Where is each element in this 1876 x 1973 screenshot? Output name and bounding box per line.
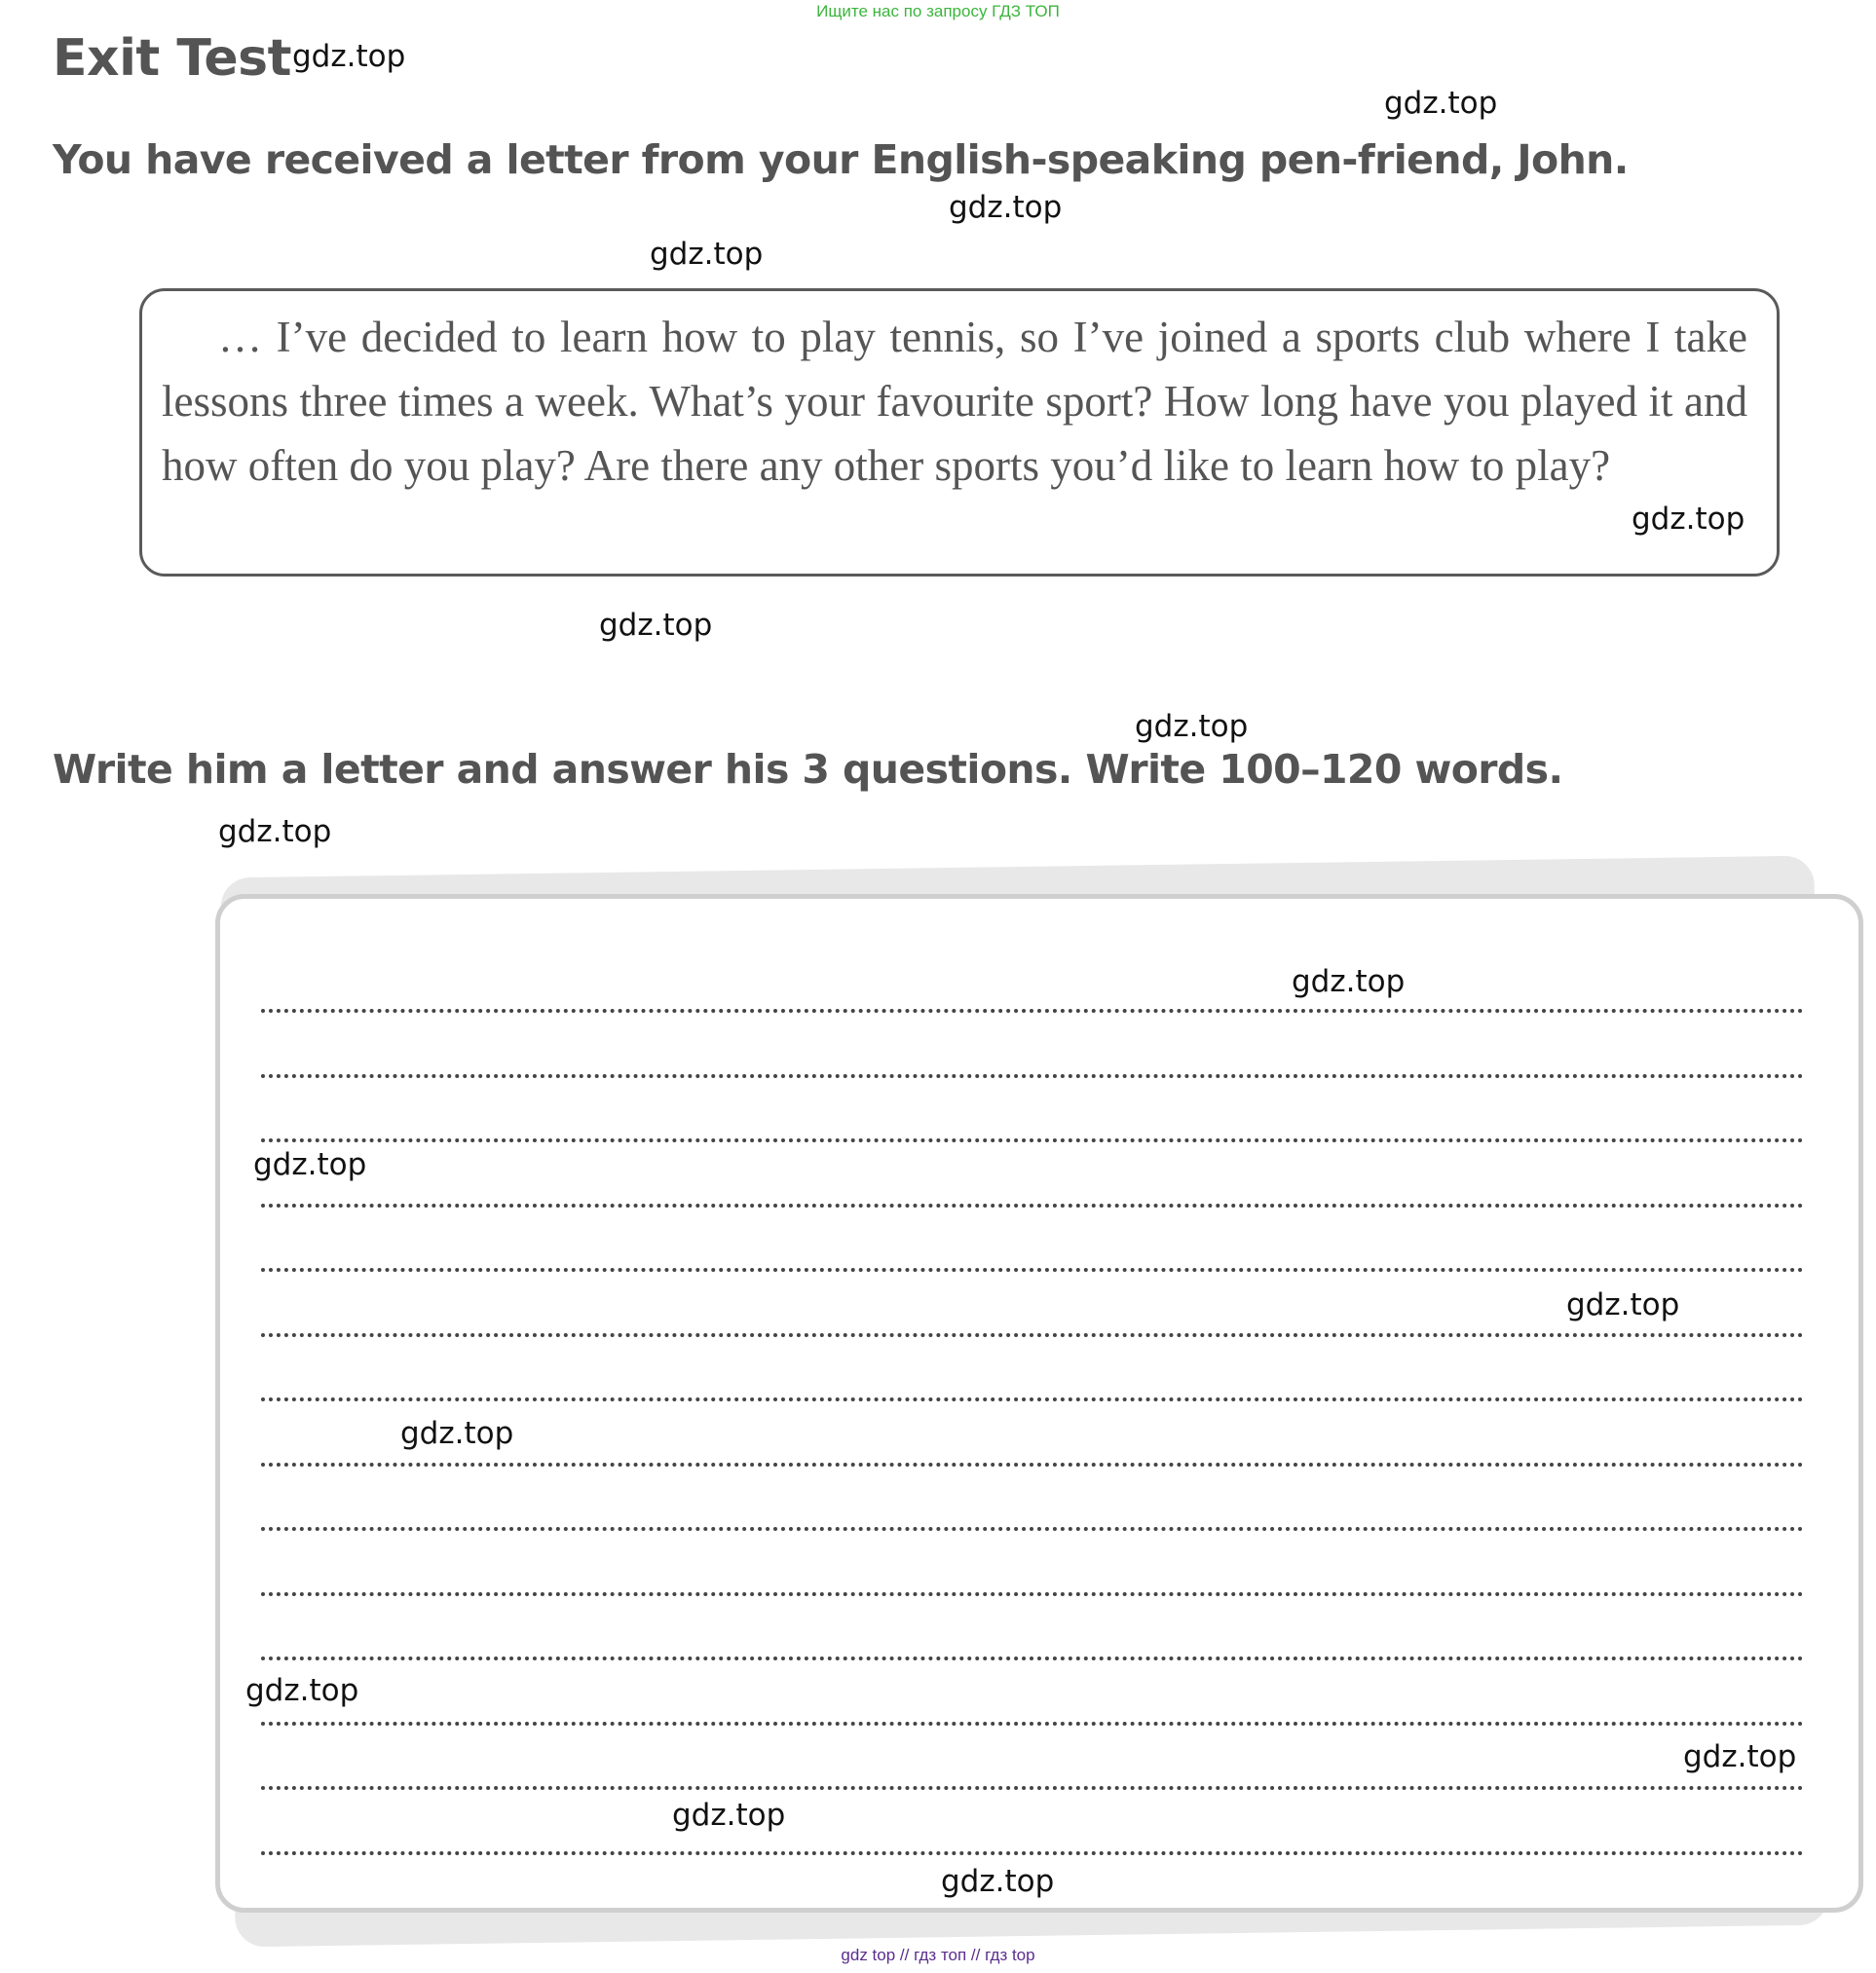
watermark: gdz.top xyxy=(253,1147,367,1182)
footer-links: gdz top // гдз топ // гдз top xyxy=(841,1946,1035,1964)
watermark: gdz.top xyxy=(218,814,332,849)
writing-line xyxy=(261,1074,1804,1078)
letter-excerpt-box xyxy=(139,288,1780,577)
letter-excerpt-text: … I’ve decided to learn how to play tennis, so I’ve joined a sports club where I take lessons three times a week. What’s your favourite sport? How long have you played it and how often do you play? Are there any other sports you’d like to learn how to play? xyxy=(162,313,1747,490)
watermark: gdz.top xyxy=(245,1673,359,1708)
watermark: gdz.top xyxy=(1384,86,1498,121)
watermark: gdz.top xyxy=(941,1864,1055,1899)
writing-line xyxy=(261,1786,1804,1790)
writing-line xyxy=(261,1851,1804,1855)
watermark: gdz.top xyxy=(292,39,406,74)
writing-line xyxy=(261,1722,1804,1726)
watermark: gdz.top xyxy=(1135,709,1249,744)
watermark: gdz.top xyxy=(1566,1287,1680,1322)
watermark: gdz.top xyxy=(599,608,713,643)
writing-line xyxy=(261,1009,1804,1013)
task-instruction-write: Write him a letter and answer his 3 questions. Write 100–120 words. xyxy=(53,746,1563,793)
watermark: gdz.top xyxy=(650,237,764,272)
watermark: gdz.top xyxy=(949,190,1063,225)
watermark: gdz.top xyxy=(400,1416,514,1451)
watermark: gdz.top xyxy=(1683,1739,1797,1774)
writing-line xyxy=(261,1268,1804,1272)
writing-line xyxy=(261,1397,1804,1401)
search-hint: Ищите нас по запросу ГДЗ ТОП xyxy=(816,2,1060,20)
watermark: gdz.top xyxy=(672,1798,786,1833)
writing-line xyxy=(261,1463,1804,1467)
writing-line xyxy=(261,1657,1804,1660)
watermark: gdz.top xyxy=(1632,502,1745,537)
writing-line xyxy=(261,1138,1804,1142)
writing-line xyxy=(261,1333,1804,1337)
writing-line xyxy=(261,1527,1804,1531)
watermark: gdz.top xyxy=(1292,964,1406,999)
writing-line xyxy=(261,1204,1804,1208)
task-instruction-received: You have received a letter from your English-speaking pen-friend, John. xyxy=(53,136,1629,183)
writing-line xyxy=(261,1592,1804,1596)
answer-area xyxy=(215,894,1863,1913)
page-title: Exit Test xyxy=(53,29,291,88)
